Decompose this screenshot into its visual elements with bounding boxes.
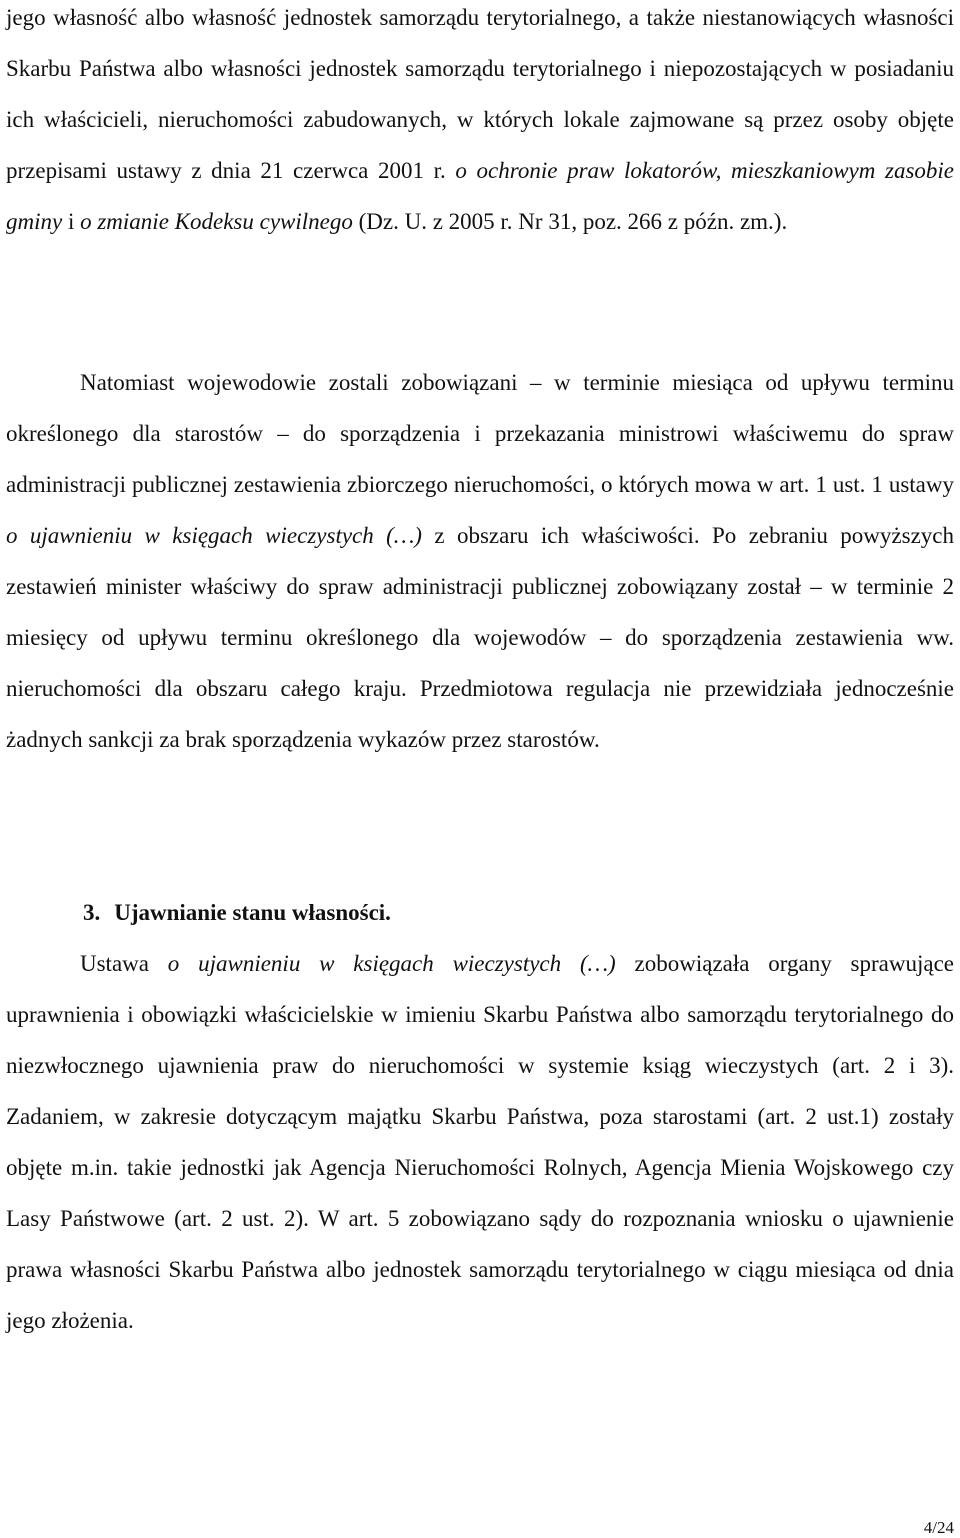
p2-segment-italic: o ujawnieniu w księgach wieczystych (…) (6, 523, 422, 548)
paragraph-continuation (6, 0, 954, 247)
p3-segment: Ustawa (80, 951, 168, 976)
p3-segment-italic: o ujawnieniu w księgach wieczystych (…) (167, 951, 616, 976)
page-number: 4/24 (923, 1518, 954, 1537)
section-title: Ujawnianie stanu własności. (114, 900, 391, 925)
p3-segment: zobowiązała organy sprawujące uprawnienia i obowiązki właścicielskie w imieniu Skarbu Państwa albo samorządu terytorialnego do niezwłocznego ujawnienia praw do nieruchomości w systemie ksiąg wieczystych (art. 2 i 3). Zadaniem, w zakresie dotyczącym majątku Skarbu Państwa, poza starostami (art. 2 ust.1) zostały objęte m.in. takie jednostki jak Agencja Nieruchomości Rolnych, Agencja Mienia Wojskowego czy Lasy Państwowe (art. 2 ust. 2). W art. 5 zobowiązano sądy do rozpoznania wniosku o ujawnienie prawa własności Skarbu Państwa albo jednostek samorządu terytorialnego w ciągu miesiąca od dnia jego złożenia. (6, 951, 954, 1333)
p1-segment-italic: o ochronie praw lokatorów, mieszkaniowym zasobie gminy (6, 158, 954, 234)
p1-segment: i (62, 209, 81, 234)
section-heading (83, 893, 391, 933)
paragraph-voivodes (6, 357, 954, 765)
p2-segment: z obszaru ich właściwości. Po zebraniu powyższych zestawień minister właściwy do spraw administracji publicznej zobowiązany został – w terminie 2 miesięcy od upływu terminu określonego dla wojewodów – do sporządzenia zestawienia ww. nieruchomości dla obszaru całego kraju. Przedmiotowa regulacja nie przewidziała jednocześnie żadnych sankcji za brak sporządzenia wykazów przez starostów. (6, 523, 954, 752)
p1-segment: (Dz. U. z 2005 r. Nr 31, poz. 266 z późn. zm.). (352, 209, 788, 234)
p2-segment: Natomiast wojewodowie zostali zobowiązani – w terminie miesiąca od upływu terminu określonego dla starostów – do sporządzenia i przekazania ministrowi właściwemu do spraw administracji publicznej zestawienia zbiorczego nieruchomości, o których mowa w art. 1 ust. 1 ustawy (6, 370, 954, 497)
paragraph-disclosure (6, 938, 954, 1346)
section-number: 3. (83, 900, 101, 925)
p1-segment: jego własność albo własność jednostek samorządu terytorialnego, a także niestanowiących własności Skarbu Państwa albo własności jednostek samorządu terytorialnego i niepozostających w posiadaniu ich właścicieli, nieruchomości zabudowanych, w których lokale zajmowane są przez osoby objęte przepisami ustawy z dnia 21 czerwca 2001 r. (6, 5, 954, 183)
p1-segment-italic: o zmianie Kodeksu cywilnego (80, 209, 353, 234)
